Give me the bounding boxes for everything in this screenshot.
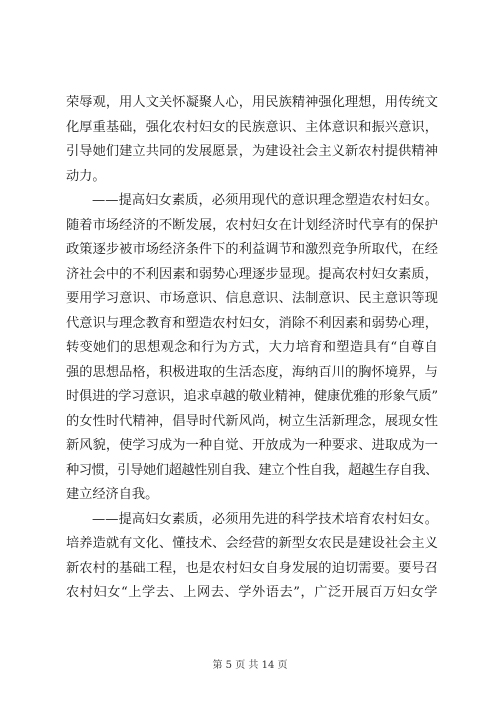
text-line: 新农村的基础工程，也是农村妇女自身发展的迫切需要。要号召	[66, 560, 438, 576]
text-line: 建立经济自我。	[66, 487, 159, 502]
text-line: 转变她们的思想观念和行为方式，大力培育和塑造具有“自尊自	[66, 340, 438, 355]
text-line: 要用学习意识、市场意识、信息意识、法制意识、民主意识等现	[66, 291, 438, 306]
text-line: 政策逐步被市场经济条件下的利益调节和激烈竞争所取代，在经	[66, 242, 438, 257]
text-line: 强的思想品格，积极进取的生活态度，海纳百川的胸怀境界，与	[66, 364, 438, 380]
text-line: 济社会中的不利因素和弱势心理逐步显现。提高农村妇女素质，	[66, 266, 438, 282]
text-line: 培养造就有文化、懂技术、会经营的新型女农民是建设社会主义	[66, 536, 438, 551]
text-line: 新风貌，使学习成为一种自觉、开放成为一种要求、进取成为一	[66, 438, 438, 453]
text-line: 荣辱观，用人文关怀凝聚人心，用民族精神强化理想，用传统文	[66, 95, 438, 110]
document-body	[66, 91, 438, 606]
text-line: 种习惯，引导她们超越性别自我、建立个性自我，超越生存自我、	[66, 462, 438, 478]
text-line: 动力。	[66, 168, 106, 184]
text-line: 引导她们建立共同的发展愿景，为建设社会主义新农村提供精神	[66, 144, 438, 159]
text-line: 农村妇女“上学去、上网去、学外语去”，广泛开展百万妇女学	[66, 585, 438, 600]
text-line: 时俱进的学习意识，追求卓越的敬业精神，健康优雅的形象气质”	[66, 389, 438, 404]
text-line: 随着市场经济的不断发展，农村妇女在计划经济时代享有的保护	[66, 217, 438, 233]
text-line: 的女性时代精神，倡导时代新风尚，树立生活新理念，展现女性	[66, 413, 438, 429]
text-line: ——提高妇女素质，必须用先进的科学技术培育农村妇女。	[92, 511, 438, 527]
text-line: ——提高妇女素质，必须用现代的意识理念塑造农村妇女。	[92, 193, 438, 208]
text-line: 化厚重基础，强化农村妇女的民族意识、主体意识和振兴意识，	[66, 119, 438, 135]
text-line: 代意识与理念教育和塑造农村妇女，消除不利因素和弱势心理，	[66, 315, 438, 331]
page-footer: 第 5 页 共 14 页	[212, 660, 288, 671]
